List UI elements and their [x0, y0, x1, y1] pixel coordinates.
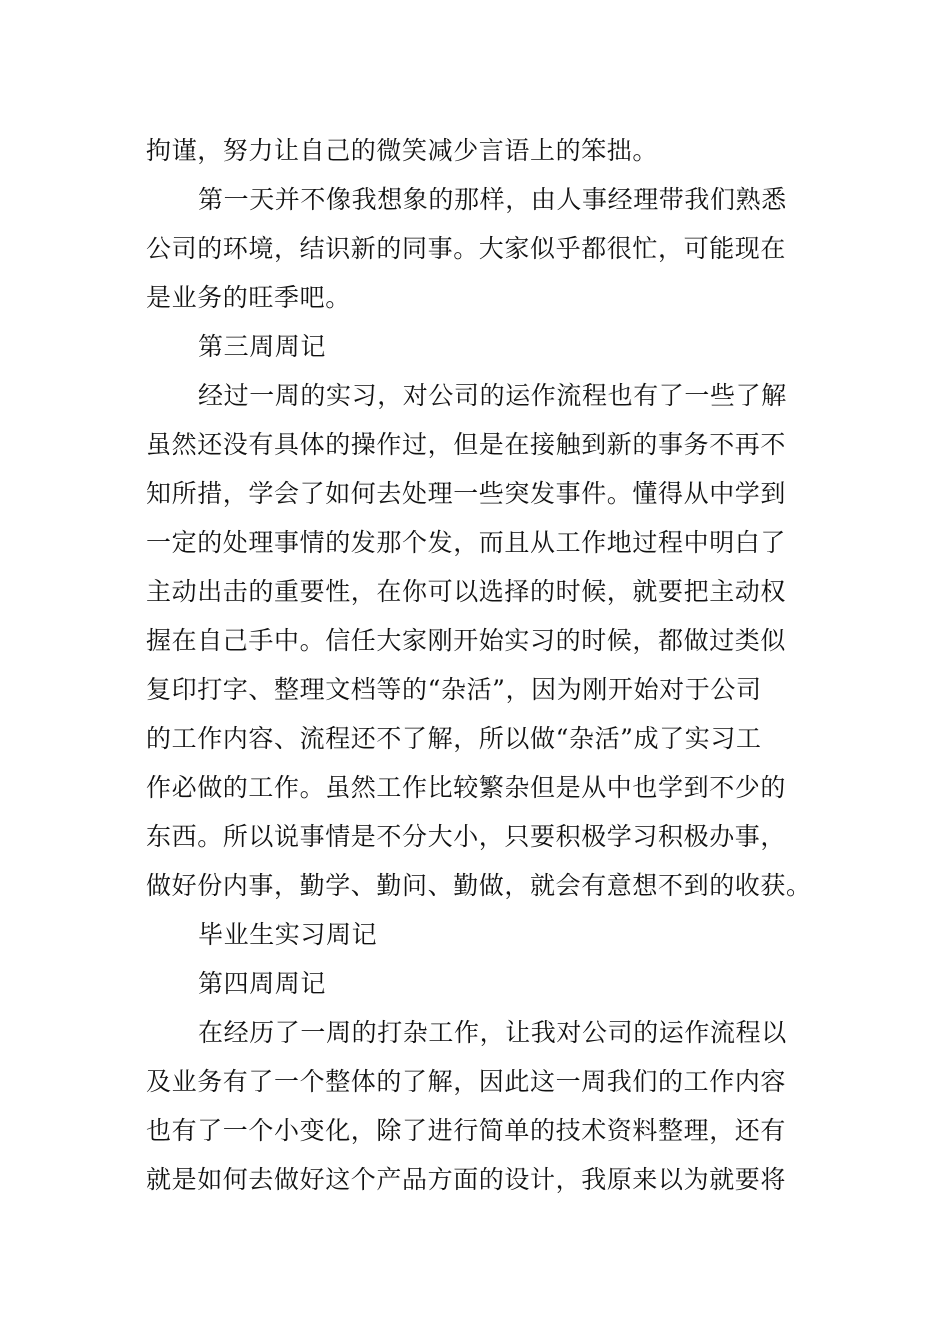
- text-line: 握在自己手中。信任大家刚开始实习的时候，都做过类似: [146, 626, 787, 655]
- text-line: 作必做的工作。虽然工作比较繁杂但是从中也学到不少的: [146, 773, 787, 802]
- text-line: 第四周周记: [198, 969, 327, 998]
- text-line: 主动出击的重要性，在你可以选择的时候，就要把主动权: [146, 577, 787, 606]
- text-line: 第三周周记: [198, 332, 327, 361]
- text-line: 是业务的旺季吧。: [146, 283, 351, 312]
- text-line: 就是如何去做好这个产品方面的设计，我原来以为就要将: [146, 1165, 787, 1194]
- text-line: 东西。所以说事情是不分大小，只要积极学习积极办事，: [146, 822, 787, 851]
- text-line: 第一天并不像我想象的那样，由人事经理带我们熟悉: [198, 185, 787, 214]
- text-line: 公司的环境，结识新的同事。大家似乎都很忙，可能现在: [146, 234, 787, 263]
- text-line: 虽然还没有具体的操作过，但是在接触到新的事务不再不: [146, 430, 787, 459]
- text-line: 一定的处理事情的发那个发，而且从工作地过程中明白了: [146, 528, 787, 557]
- text-line: 也有了一个小变化，除了进行简单的技术资料整理，还有: [146, 1116, 787, 1145]
- text-line: 拘谨，努力让自己的微笑减少言语上的笨拙。: [146, 136, 659, 165]
- text-line: 知所措，学会了如何去处理一些突发事件。懂得从中学到: [146, 479, 787, 508]
- document-body: [146, 126, 812, 1204]
- text-line: 在经历了一周的打杂工作，让我对公司的运作流程以: [198, 1018, 787, 1047]
- text-line: 及业务有了一个整体的了解，因此这一周我们的工作内容: [146, 1067, 787, 1096]
- text-line: 经过一周的实习，对公司的运作流程也有了一些了解: [198, 381, 787, 410]
- text-line: 做好份内事，勤学、勤问、勤做，就会有意想不到的收获。: [146, 871, 812, 900]
- text-line: 复印打字、整理文档等的“杂活”，因为刚开始对于公司: [146, 675, 762, 704]
- text-line: 的工作内容、流程还不了解，所以做“杂活”成了实习工: [146, 724, 762, 753]
- text-line: 毕业生实习周记: [198, 920, 378, 949]
